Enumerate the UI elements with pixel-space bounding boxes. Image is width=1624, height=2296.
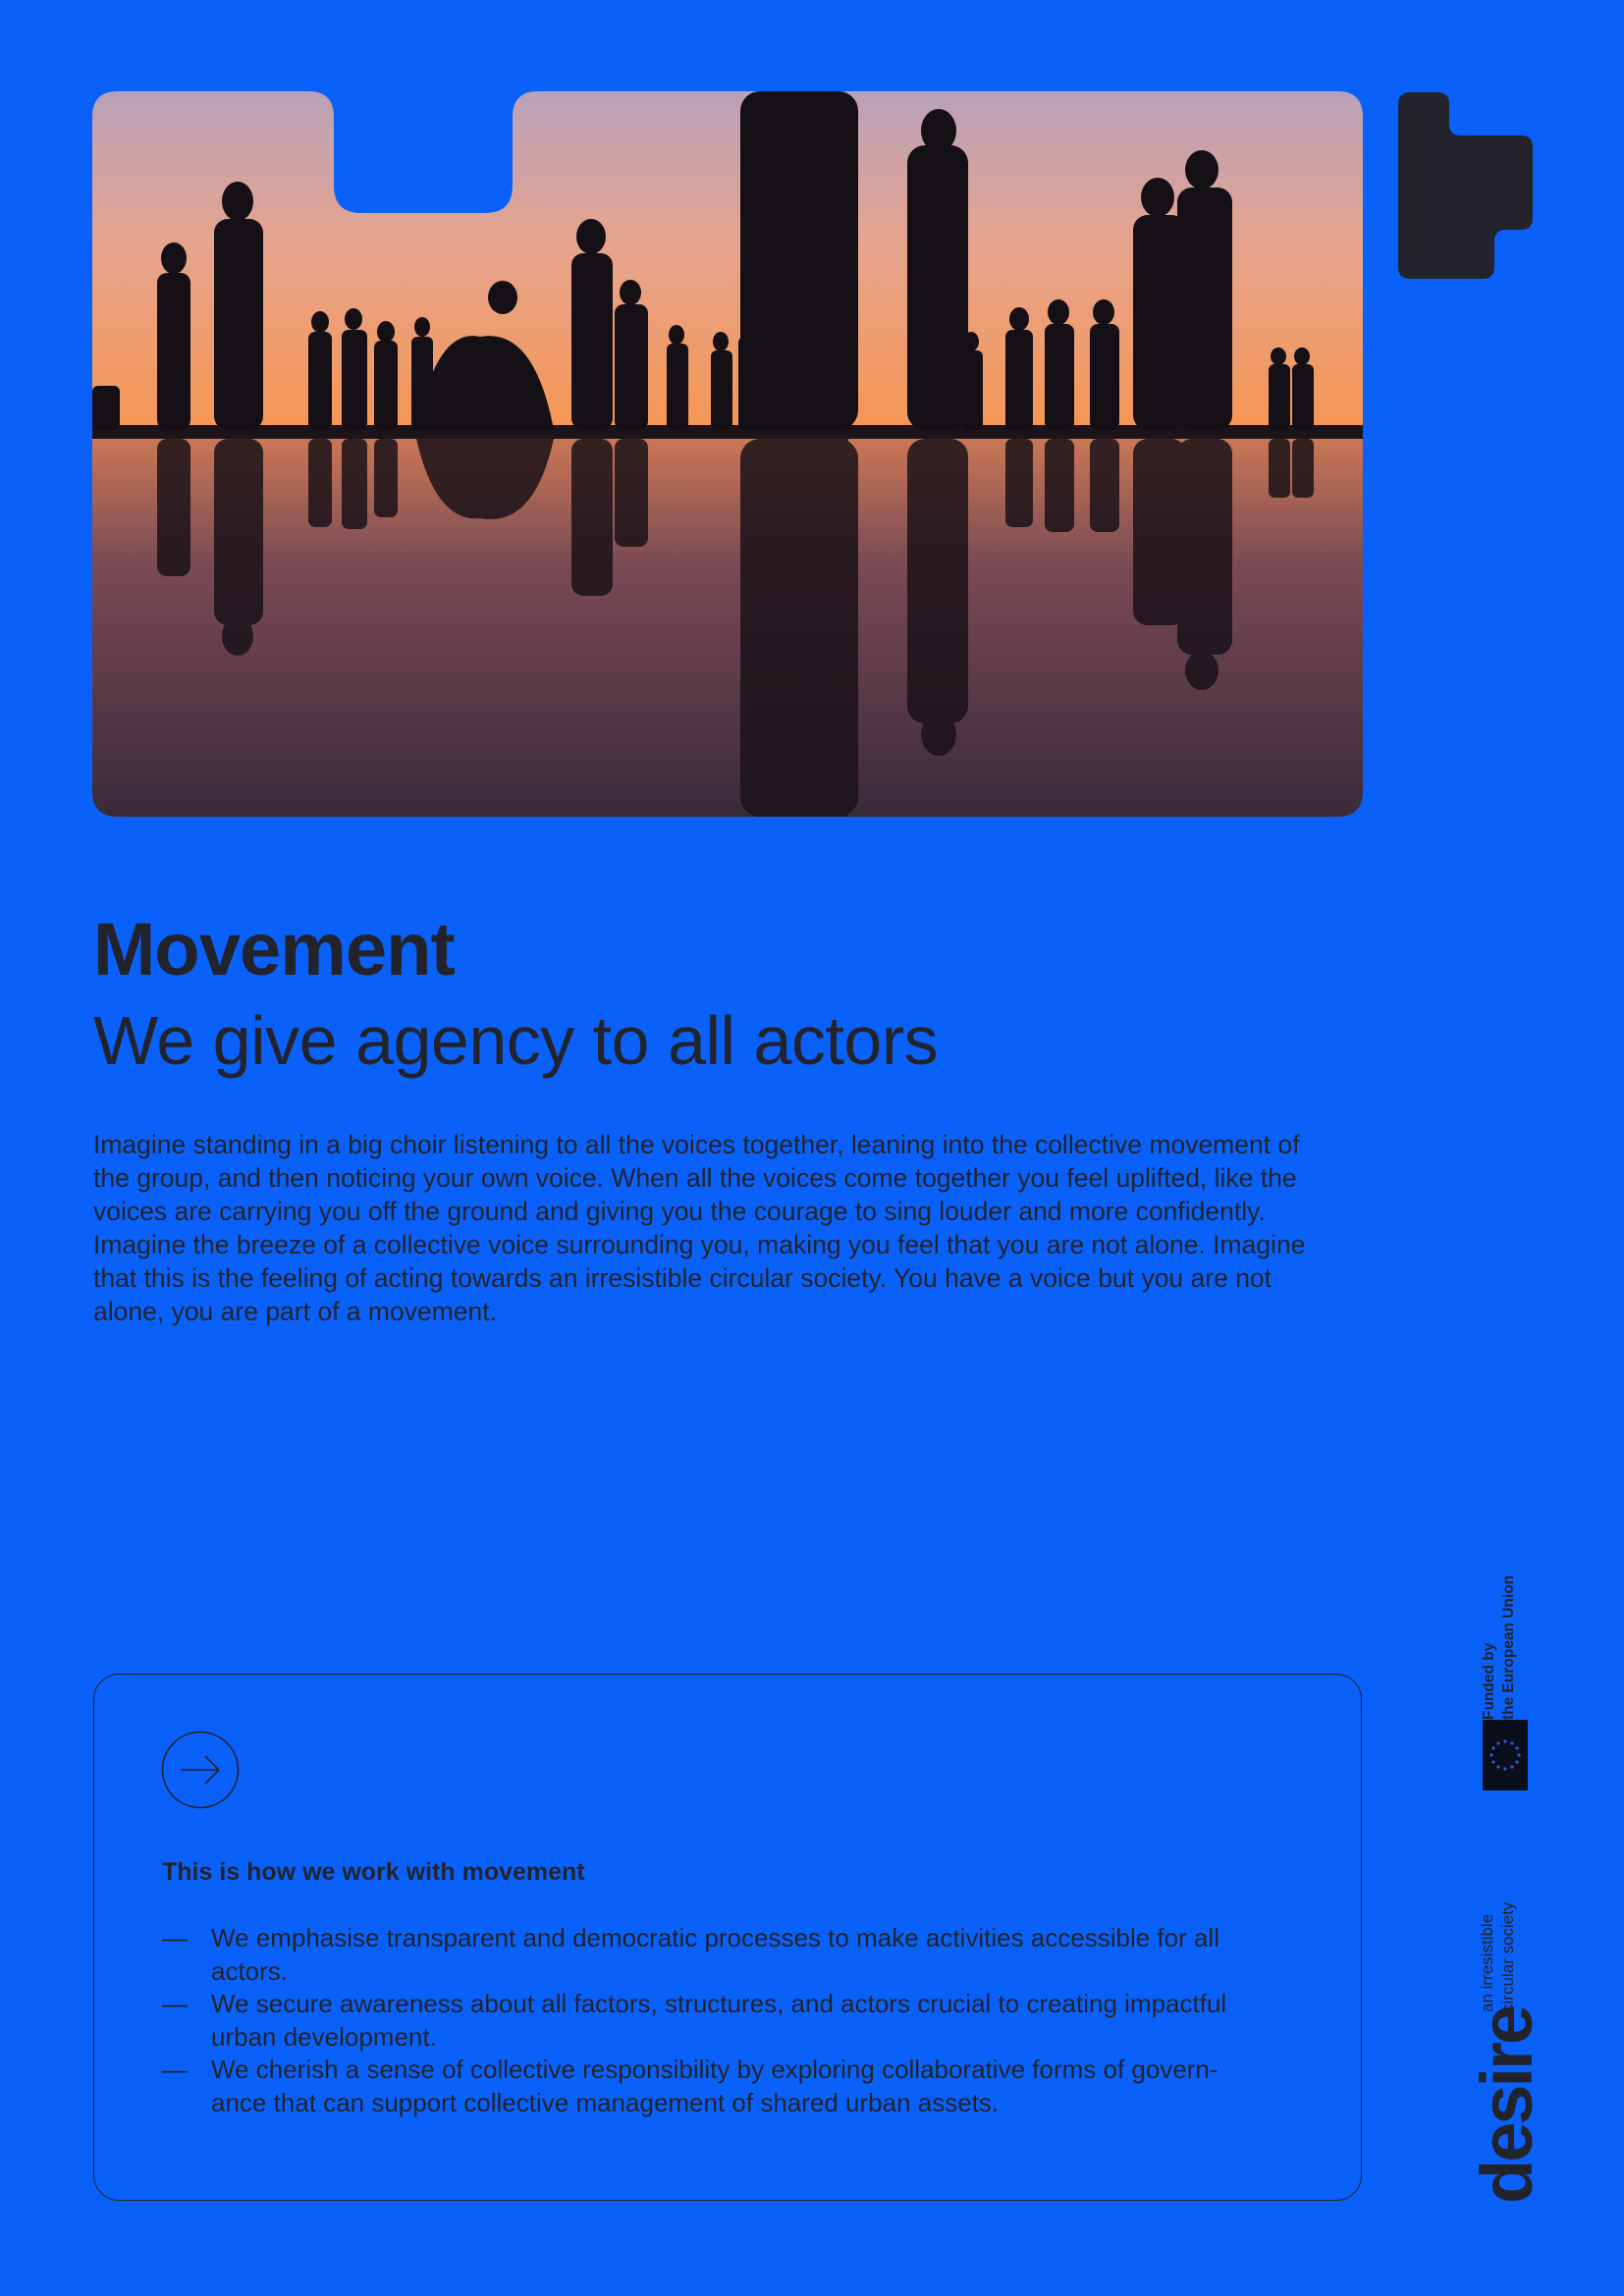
how-we-work-box xyxy=(93,1674,1362,2201)
intro-line: Imagine the breeze of a collective voice surrounding you, making you feel that you are not alone. Imagine xyxy=(93,1230,1306,1259)
bullet-list xyxy=(162,1922,1311,2119)
brand-name: desire xyxy=(1466,2006,1547,2204)
bullet-line: urban development. xyxy=(211,2021,437,2052)
tagline-line: an irresistible xyxy=(1478,1913,1496,2012)
intro-paragraph xyxy=(93,1128,1370,1328)
intro-line: voices are carrying you off the ground and giving you the courage to sing louder and more confidently. xyxy=(93,1197,1266,1226)
page-subtitle: We give agency to all actors xyxy=(93,1002,939,1079)
bullet-line: We cherish a sense of collective responsibility by exploring collaborative forms of govern- xyxy=(211,2055,1218,2084)
intro-line: alone, you are part of a movement. xyxy=(93,1297,497,1326)
funding-text xyxy=(1480,1489,1531,1720)
eu-flag-icon xyxy=(1483,1720,1528,1790)
arrow-right-circle-icon xyxy=(161,1731,240,1809)
dash-marker: — xyxy=(162,2055,188,2084)
page-title: Movement xyxy=(93,908,455,991)
brand-tagline xyxy=(1477,1902,1518,2012)
list-item xyxy=(162,1922,1311,1988)
intro-line: the group, and then noticing your own voice. When all the voices come together you feel uplifted, like the xyxy=(93,1163,1297,1193)
desire-wordmark xyxy=(1463,1860,1547,2204)
hero-photo xyxy=(92,91,1363,817)
desire-logo xyxy=(1463,1860,1547,2204)
corner-mark-icon xyxy=(1398,92,1533,279)
dash-marker: — xyxy=(162,1923,188,1952)
funding-line: Funded by xyxy=(1481,1642,1497,1720)
box-heading: This is how we work with movement xyxy=(162,1858,585,1886)
bullet-line: ance that can support collective management of shared urban assets. xyxy=(211,2087,1000,2117)
intro-line: that this is the feeling of acting towards an irresistible circular society. You have a voice but you are not xyxy=(93,1263,1272,1293)
dash-marker: — xyxy=(162,1989,188,2018)
list-item xyxy=(162,2054,1311,2119)
bullet-line: We secure awareness about all factors, structures, and actors crucial to creating impactful xyxy=(211,1989,1227,2018)
tagline-line: circular society xyxy=(1498,1901,1517,2012)
bullet-line: actors. xyxy=(211,1955,289,1986)
funding-line: the European Union xyxy=(1500,1575,1517,1720)
intro-line: Imagine standing in a big choir listening to all the voices together, leaning into the collective movement of xyxy=(93,1130,1300,1159)
list-item xyxy=(162,1988,1311,2054)
bullet-line: We emphasise transparent and democratic processes to make activities accessible for all xyxy=(211,1923,1219,1952)
section-heading xyxy=(93,905,1370,1086)
